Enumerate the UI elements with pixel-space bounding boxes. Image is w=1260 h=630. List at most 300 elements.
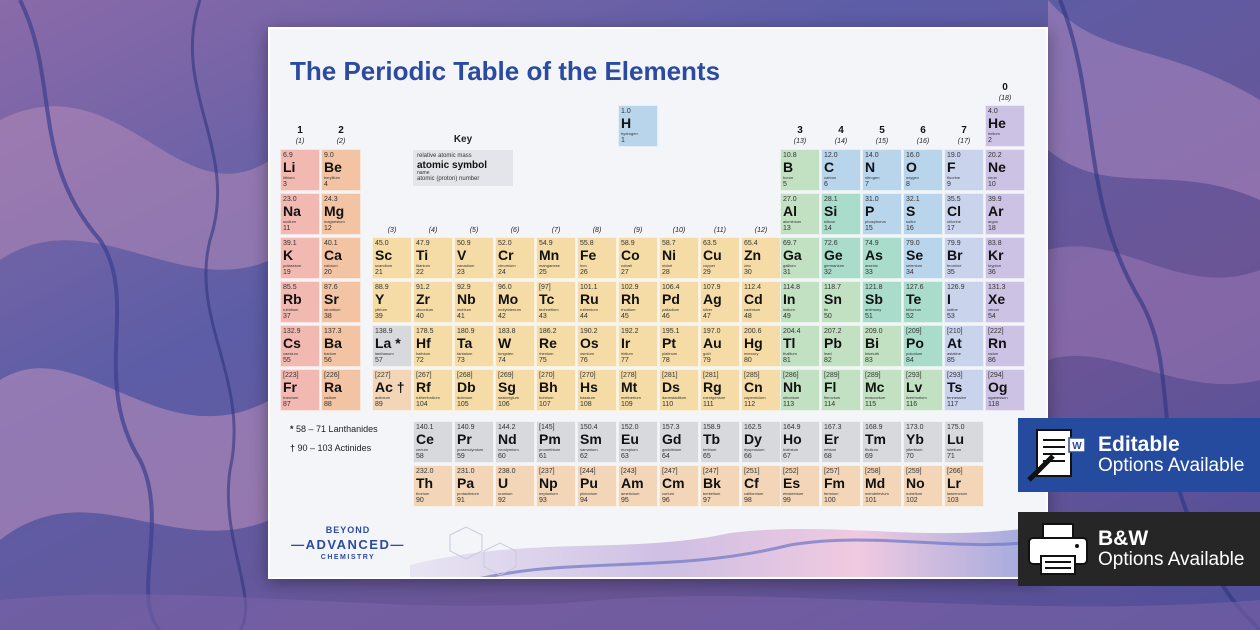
element-cell-kr[interactable] bbox=[985, 237, 1025, 279]
element-cell-am[interactable] bbox=[618, 465, 658, 507]
element-mass: 232.0 bbox=[416, 468, 434, 475]
element-number: 32 bbox=[824, 269, 832, 276]
element-name: meitnerium bbox=[621, 395, 641, 400]
element-mass: 150.4 bbox=[580, 424, 598, 431]
element-mass: 19.0 bbox=[947, 152, 961, 159]
element-cell-cl[interactable] bbox=[944, 193, 984, 235]
element-number: 117 bbox=[947, 401, 959, 408]
element-symbol: Cd bbox=[744, 291, 763, 307]
element-cell-md[interactable] bbox=[862, 465, 902, 507]
element-cell-dy[interactable] bbox=[741, 421, 781, 463]
element-cell-na[interactable] bbox=[280, 193, 320, 235]
element-cell-in[interactable] bbox=[780, 281, 820, 323]
element-cell-cf[interactable] bbox=[741, 465, 781, 507]
element-number: 39 bbox=[375, 313, 383, 320]
element-cell-yb[interactable] bbox=[903, 421, 943, 463]
element-cell-cm[interactable] bbox=[659, 465, 699, 507]
element-name: platinum bbox=[662, 351, 678, 356]
element-number: 12 bbox=[324, 225, 332, 232]
element-cell-co[interactable] bbox=[618, 237, 658, 279]
element-symbol: Sr bbox=[324, 291, 339, 307]
editable-badge[interactable] bbox=[1018, 418, 1260, 492]
element-cell-rf[interactable] bbox=[413, 369, 453, 411]
element-cell-nb[interactable] bbox=[454, 281, 494, 323]
element-cell-rb[interactable] bbox=[280, 281, 320, 323]
element-symbol: Ca bbox=[324, 247, 342, 263]
element-name: iodine bbox=[947, 307, 958, 312]
element-cell-nd[interactable] bbox=[495, 421, 535, 463]
element-mass: 10.8 bbox=[783, 152, 797, 159]
element-mass: 180.9 bbox=[457, 328, 475, 335]
element-number: 6 bbox=[824, 181, 828, 188]
element-mass: 32.1 bbox=[906, 196, 920, 203]
element-name: rutherfordium bbox=[416, 395, 440, 400]
element-name: lithium bbox=[283, 175, 295, 180]
lanthanides-note bbox=[290, 424, 378, 434]
element-name: barium bbox=[324, 351, 337, 356]
element-number: 13 bbox=[783, 225, 791, 232]
element-mass: [247] bbox=[703, 468, 719, 475]
element-mass: [289] bbox=[824, 372, 840, 379]
element-number: 78 bbox=[662, 357, 670, 364]
transition-group-label: (5) bbox=[469, 227, 479, 234]
element-symbol: N bbox=[865, 159, 876, 175]
element-name: hydrogen bbox=[621, 131, 638, 136]
element-number: 58 bbox=[416, 453, 424, 460]
element-cell-te[interactable] bbox=[903, 281, 943, 323]
element-number: 5 bbox=[783, 181, 787, 188]
element-cell-o[interactable] bbox=[903, 149, 943, 191]
element-mass: [223] bbox=[283, 372, 299, 379]
element-name: caesium bbox=[283, 351, 298, 356]
element-number: 41 bbox=[457, 313, 465, 320]
element-name: rubidium bbox=[283, 307, 299, 312]
element-name: francium bbox=[283, 395, 299, 400]
element-cell-ar[interactable] bbox=[985, 193, 1025, 235]
element-number: 9 bbox=[947, 181, 951, 188]
element-symbol: In bbox=[783, 291, 796, 307]
element-symbol: Te bbox=[906, 291, 922, 307]
element-mass: 138.9 bbox=[375, 328, 393, 335]
element-cell-hf[interactable] bbox=[413, 325, 453, 367]
element-mass: 207.2 bbox=[824, 328, 842, 335]
element-cell-ra[interactable] bbox=[321, 369, 361, 411]
element-symbol: Bi bbox=[865, 335, 879, 351]
element-name: einsteinium bbox=[783, 491, 804, 496]
element-cell-ds[interactable] bbox=[659, 369, 699, 411]
element-mass: 45.0 bbox=[375, 240, 389, 247]
lanthanides-mark: * bbox=[290, 424, 294, 434]
element-name: dubnium bbox=[457, 395, 473, 400]
element-cell-tc[interactable] bbox=[536, 281, 576, 323]
element-cell-zn[interactable] bbox=[741, 237, 781, 279]
element-name: copernicium bbox=[744, 395, 766, 400]
element-cell-p[interactable] bbox=[862, 193, 902, 235]
element-number: 21 bbox=[375, 269, 383, 276]
element-name: iridium bbox=[621, 351, 633, 356]
element-cell-rh[interactable] bbox=[618, 281, 658, 323]
element-cell-la[interactable] bbox=[372, 325, 412, 367]
element-number: 82 bbox=[824, 357, 832, 364]
element-cell-h[interactable] bbox=[618, 105, 658, 147]
bw-badge[interactable] bbox=[1018, 512, 1260, 586]
element-mass: 87.6 bbox=[324, 284, 338, 291]
element-symbol: Cr bbox=[498, 247, 514, 263]
element-number: 55 bbox=[283, 357, 291, 364]
element-cell-pd[interactable] bbox=[659, 281, 699, 323]
element-name: sulfur bbox=[906, 219, 916, 224]
element-cell-hs[interactable] bbox=[577, 369, 617, 411]
element-cell-n[interactable] bbox=[862, 149, 902, 191]
element-cell-ga[interactable] bbox=[780, 237, 820, 279]
element-symbol: Og bbox=[988, 379, 1008, 395]
element-mass: 63.5 bbox=[703, 240, 717, 247]
element-number: 20 bbox=[324, 269, 332, 276]
element-symbol: Mt bbox=[621, 379, 638, 395]
element-number: 86 bbox=[988, 357, 996, 364]
element-cell-sm[interactable] bbox=[577, 421, 617, 463]
element-symbol: La * bbox=[375, 335, 401, 351]
element-name: germanium bbox=[824, 263, 845, 268]
transition-group-label: (10) bbox=[672, 227, 686, 234]
element-symbol: I bbox=[947, 291, 951, 307]
element-cell-th[interactable] bbox=[413, 465, 453, 507]
element-mass: 121.8 bbox=[865, 284, 883, 291]
element-number: 77 bbox=[621, 357, 629, 364]
element-number: 68 bbox=[824, 453, 832, 460]
element-mass: 175.0 bbox=[947, 424, 965, 431]
element-name: krypton bbox=[988, 263, 1002, 268]
element-cell-al[interactable] bbox=[780, 193, 820, 235]
element-cell-er[interactable] bbox=[821, 421, 861, 463]
element-cell-ag[interactable] bbox=[700, 281, 740, 323]
element-cell-fe[interactable] bbox=[577, 237, 617, 279]
element-number: 52 bbox=[906, 313, 914, 320]
element-cell-c[interactable] bbox=[821, 149, 861, 191]
element-cell-ba[interactable] bbox=[321, 325, 361, 367]
element-cell-og[interactable] bbox=[985, 369, 1025, 411]
element-name: ytterbium bbox=[906, 447, 923, 452]
element-number: 85 bbox=[947, 357, 955, 364]
element-symbol: H bbox=[621, 115, 632, 131]
element-symbol: Ni bbox=[662, 247, 676, 263]
element-mass: 74.9 bbox=[865, 240, 879, 247]
element-name: dysprosium bbox=[744, 447, 765, 452]
element-symbol: F bbox=[947, 159, 956, 175]
element-symbol: Cm bbox=[662, 475, 685, 491]
element-cell-rn[interactable] bbox=[985, 325, 1025, 367]
element-name: thulium bbox=[865, 447, 878, 452]
element-cell-ne[interactable] bbox=[985, 149, 1025, 191]
element-number: 47 bbox=[703, 313, 711, 320]
element-mass: 131.3 bbox=[988, 284, 1006, 291]
element-cell-eu[interactable] bbox=[618, 421, 658, 463]
element-cell-fr[interactable] bbox=[280, 369, 320, 411]
element-cell-re[interactable] bbox=[536, 325, 576, 367]
element-number: 44 bbox=[580, 313, 588, 320]
element-cell-w[interactable] bbox=[495, 325, 535, 367]
element-number: 54 bbox=[988, 313, 996, 320]
element-number: 59 bbox=[457, 453, 465, 460]
element-cell-at[interactable] bbox=[944, 325, 984, 367]
element-cell-sg[interactable] bbox=[495, 369, 535, 411]
element-symbol: Nd bbox=[498, 431, 517, 447]
element-cell-br[interactable] bbox=[944, 237, 984, 279]
element-cell-rg[interactable] bbox=[700, 369, 740, 411]
element-name: nobelium bbox=[906, 491, 923, 496]
element-name: berkelium bbox=[703, 491, 721, 496]
element-mass: [286] bbox=[783, 372, 799, 379]
element-number: 93 bbox=[539, 497, 547, 504]
element-symbol: Th bbox=[416, 475, 434, 491]
element-symbol: B bbox=[783, 159, 794, 175]
element-mass: 92.9 bbox=[457, 284, 471, 291]
element-cell-es[interactable] bbox=[780, 465, 820, 507]
actinides-text: 90 – 103 Actinides bbox=[297, 443, 372, 453]
element-cell-pa[interactable] bbox=[454, 465, 494, 507]
element-cell-ni[interactable] bbox=[659, 237, 699, 279]
element-cell-mc[interactable] bbox=[862, 369, 902, 411]
element-cell-os[interactable] bbox=[577, 325, 617, 367]
group-label: 7 bbox=[961, 125, 967, 136]
element-number: 107 bbox=[539, 401, 551, 408]
element-name: mercury bbox=[744, 351, 759, 356]
element-number: 30 bbox=[744, 269, 752, 276]
logo-line3: CHEMISTRY bbox=[320, 554, 376, 561]
element-name: curium bbox=[662, 491, 675, 496]
element-cell-sr[interactable] bbox=[321, 281, 361, 323]
element-mass: 118.7 bbox=[824, 284, 841, 291]
element-symbol: Be bbox=[324, 159, 342, 175]
element-name: mendelevium bbox=[865, 491, 889, 496]
element-number: 118 bbox=[988, 401, 1000, 408]
element-symbol: Sn bbox=[824, 291, 842, 307]
element-cell-po[interactable] bbox=[903, 325, 943, 367]
element-symbol: Rf bbox=[416, 379, 431, 395]
printer-icon bbox=[1018, 512, 1098, 586]
element-cell-zr[interactable] bbox=[413, 281, 453, 323]
element-cell-mt[interactable] bbox=[618, 369, 658, 411]
element-mass: 12.0 bbox=[824, 152, 838, 159]
element-cell-mg[interactable] bbox=[321, 193, 361, 235]
element-name: palladium bbox=[662, 307, 680, 312]
element-cell-np[interactable] bbox=[536, 465, 576, 507]
element-number: 104 bbox=[416, 401, 428, 408]
element-mass: 167.3 bbox=[824, 424, 842, 431]
element-cell-cr[interactable] bbox=[495, 237, 535, 279]
element-cell-ta[interactable] bbox=[454, 325, 494, 367]
element-cell-i[interactable] bbox=[944, 281, 984, 323]
element-cell-ts[interactable] bbox=[944, 369, 984, 411]
bw-subtitle: Options Available bbox=[1098, 549, 1245, 571]
element-cell-xe[interactable] bbox=[985, 281, 1025, 323]
element-cell-se[interactable] bbox=[903, 237, 943, 279]
element-mass: [244] bbox=[580, 468, 596, 475]
element-cell-k[interactable] bbox=[280, 237, 320, 279]
element-cell-f[interactable] bbox=[944, 149, 984, 191]
element-mass: 35.5 bbox=[947, 196, 961, 203]
element-cell-lv[interactable] bbox=[903, 369, 943, 411]
element-number: 99 bbox=[783, 497, 791, 504]
element-cell-pm[interactable] bbox=[536, 421, 576, 463]
element-number: 79 bbox=[703, 357, 711, 364]
element-cell-as[interactable] bbox=[862, 237, 902, 279]
element-number: 80 bbox=[744, 357, 752, 364]
element-cell-ti[interactable] bbox=[413, 237, 453, 279]
element-number: 89 bbox=[375, 401, 383, 408]
element-number: 2 bbox=[988, 137, 992, 144]
element-cell-mo[interactable] bbox=[495, 281, 535, 323]
element-cell-sn[interactable] bbox=[821, 281, 861, 323]
element-symbol: Mo bbox=[498, 291, 519, 307]
element-number: 83 bbox=[865, 357, 873, 364]
element-cell-no[interactable] bbox=[903, 465, 943, 507]
element-number: 112 bbox=[744, 401, 756, 408]
element-cell-lr[interactable] bbox=[944, 465, 984, 507]
element-cell-gd[interactable] bbox=[659, 421, 699, 463]
element-number: 24 bbox=[498, 269, 506, 276]
element-symbol: Pb bbox=[824, 335, 842, 351]
element-name: polonium bbox=[906, 351, 923, 356]
element-cell-fl[interactable] bbox=[821, 369, 861, 411]
element-number: 27 bbox=[621, 269, 629, 276]
element-name: bismuth bbox=[865, 351, 880, 356]
group-label: 6 bbox=[920, 125, 926, 136]
element-cell-cn[interactable] bbox=[741, 369, 781, 411]
element-cell-pb[interactable] bbox=[821, 325, 861, 367]
element-name: thallium bbox=[783, 351, 797, 356]
element-cell-y[interactable] bbox=[372, 281, 412, 323]
element-cell-cs[interactable] bbox=[280, 325, 320, 367]
element-cell-sb[interactable] bbox=[862, 281, 902, 323]
word-letter: W bbox=[1072, 441, 1082, 452]
element-cell-ru[interactable] bbox=[577, 281, 617, 323]
element-name: gold bbox=[703, 351, 711, 356]
element-name: nickel bbox=[662, 263, 673, 268]
group-label: 0 bbox=[1002, 82, 1008, 93]
element-cell-be[interactable] bbox=[321, 149, 361, 191]
element-mass: 91.2 bbox=[416, 284, 430, 291]
element-name: neon bbox=[988, 175, 997, 180]
element-cell-db[interactable] bbox=[454, 369, 494, 411]
element-cell-tb[interactable] bbox=[700, 421, 740, 463]
element-cell-tl[interactable] bbox=[780, 325, 820, 367]
element-cell-pu[interactable] bbox=[577, 465, 617, 507]
element-number: 38 bbox=[324, 313, 332, 320]
element-mass: 195.1 bbox=[662, 328, 680, 335]
element-cell-ho[interactable] bbox=[780, 421, 820, 463]
element-number: 111 bbox=[703, 401, 714, 408]
element-number: 114 bbox=[824, 401, 836, 408]
group-label: 2 bbox=[338, 125, 344, 136]
element-mass: 107.9 bbox=[703, 284, 721, 291]
element-mass: 23.0 bbox=[283, 196, 297, 203]
actinides-note bbox=[290, 443, 371, 453]
element-cell-fm[interactable] bbox=[821, 465, 861, 507]
lanthanides-text: 58 – 71 Lanthanides bbox=[296, 424, 378, 434]
element-number: 109 bbox=[621, 401, 633, 408]
element-mass: [226] bbox=[324, 372, 340, 379]
element-cell-b[interactable] bbox=[780, 149, 820, 191]
element-symbol: Na bbox=[283, 203, 301, 219]
element-symbol: Mc bbox=[865, 379, 885, 395]
element-mass: [251] bbox=[744, 468, 760, 475]
transition-group-label: (12) bbox=[754, 227, 768, 234]
element-mass: 158.9 bbox=[703, 424, 721, 431]
element-mass: 79.9 bbox=[947, 240, 961, 247]
element-mass: [270] bbox=[539, 372, 555, 379]
element-cell-ce[interactable] bbox=[413, 421, 453, 463]
element-name: uranium bbox=[498, 491, 513, 496]
key-title: Key bbox=[453, 134, 473, 145]
element-cell-bh[interactable] bbox=[536, 369, 576, 411]
element-symbol: Lv bbox=[906, 379, 923, 395]
element-cell-lu[interactable] bbox=[944, 421, 984, 463]
element-symbol: Xe bbox=[988, 291, 1006, 307]
element-mass: [294] bbox=[988, 372, 1004, 379]
element-cell-cd[interactable] bbox=[741, 281, 781, 323]
element-name: silver bbox=[703, 307, 713, 312]
element-cell-ir[interactable] bbox=[618, 325, 658, 367]
element-number: 95 bbox=[621, 497, 629, 504]
element-mass: [267] bbox=[416, 372, 432, 379]
element-cell-au[interactable] bbox=[700, 325, 740, 367]
element-cell-bk[interactable] bbox=[700, 465, 740, 507]
element-number: 11 bbox=[283, 225, 291, 232]
element-cell-u[interactable] bbox=[495, 465, 535, 507]
element-number: 97 bbox=[703, 497, 711, 504]
element-cell-ac[interactable] bbox=[372, 369, 412, 411]
element-mass: 231.0 bbox=[457, 468, 475, 475]
element-cell-ge[interactable] bbox=[821, 237, 861, 279]
element-mass: 1.0 bbox=[621, 108, 631, 115]
element-mass: 52.0 bbox=[498, 240, 512, 247]
element-cell-pt[interactable] bbox=[659, 325, 699, 367]
element-symbol: At bbox=[947, 335, 962, 351]
element-number: 57 bbox=[375, 357, 383, 364]
element-cell-si[interactable] bbox=[821, 193, 861, 235]
element-mass: 40.1 bbox=[324, 240, 338, 247]
element-name: aluminium bbox=[783, 219, 802, 224]
element-cell-s[interactable] bbox=[903, 193, 943, 235]
element-cell-he[interactable] bbox=[985, 105, 1025, 147]
element-mass: 39.1 bbox=[283, 240, 297, 247]
element-cell-pr[interactable] bbox=[454, 421, 494, 463]
element-symbol: Rn bbox=[988, 335, 1007, 351]
element-cell-cu[interactable] bbox=[700, 237, 740, 279]
element-cell-tm[interactable] bbox=[862, 421, 902, 463]
element-cell-hg[interactable] bbox=[741, 325, 781, 367]
element-name: silicon bbox=[824, 219, 836, 224]
element-name: osmium bbox=[580, 351, 595, 356]
element-name: phosphorus bbox=[865, 219, 886, 224]
element-cell-nh[interactable] bbox=[780, 369, 820, 411]
element-name: gadolinium bbox=[662, 447, 682, 452]
element-cell-v[interactable] bbox=[454, 237, 494, 279]
element-mass: 126.9 bbox=[947, 284, 965, 291]
element-cell-bi[interactable] bbox=[862, 325, 902, 367]
element-mass: [243] bbox=[621, 468, 637, 475]
element-name: potassium bbox=[283, 263, 302, 268]
element-name: nihonium bbox=[783, 395, 800, 400]
element-cell-li[interactable] bbox=[280, 149, 320, 191]
element-name: darmstadtium bbox=[662, 395, 687, 400]
element-cell-ca[interactable] bbox=[321, 237, 361, 279]
element-cell-mn[interactable] bbox=[536, 237, 576, 279]
element-symbol: Ho bbox=[783, 431, 802, 447]
element-name: indium bbox=[783, 307, 795, 312]
element-cell-sc[interactable] bbox=[372, 237, 412, 279]
